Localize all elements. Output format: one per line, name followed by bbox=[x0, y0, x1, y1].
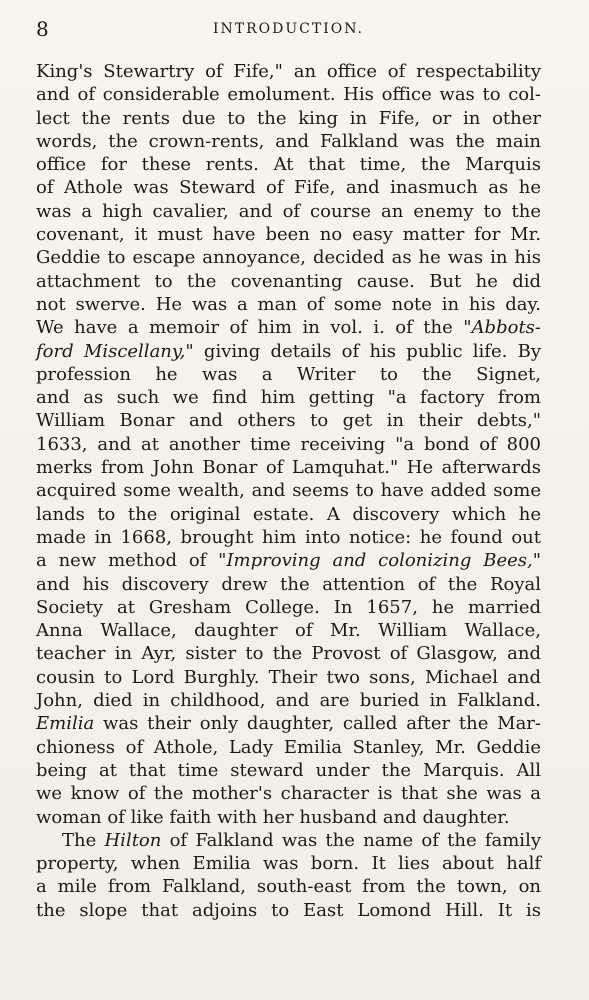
paragraph bbox=[36, 60, 541, 829]
text-run: not swerve. He was a man of some note in his day. bbox=[36, 293, 541, 315]
italic-text: ford Miscellany, bbox=[36, 340, 186, 362]
text-line bbox=[36, 642, 541, 665]
text-run: property, when Emilia was born. It lies about half bbox=[36, 853, 541, 875]
text-line bbox=[36, 899, 541, 922]
text-line bbox=[36, 246, 541, 269]
text-run: " giving details of his public life. By bbox=[185, 340, 541, 362]
text-run: merks from John Bonar of Lamquhat." He afterwards bbox=[36, 457, 541, 479]
text-run: We have a memoir of him in vol. i. of the " bbox=[36, 317, 472, 339]
text-line bbox=[36, 503, 541, 526]
text-run: cousin to Lord Burghly. Their two sons, Michael and bbox=[36, 666, 541, 688]
running-head bbox=[36, 14, 541, 44]
text-run: profession he was a Writer to the Signet, bbox=[36, 363, 541, 385]
text-run: lect the rents due to the king in Fife, or in other bbox=[36, 107, 541, 129]
text-run: John, died in childhood, and are buried in Falkland. bbox=[36, 690, 541, 712]
text-line bbox=[36, 596, 541, 619]
text-run: William Bonar and others to get in their debts," bbox=[36, 410, 541, 432]
text-run: chioness of Athole, Lady Emilia Stanley, Mr. Geddie bbox=[36, 736, 541, 758]
text-run: covenant, it must have been no easy matter for Mr. bbox=[36, 224, 541, 246]
text-run: attachment to the covenanting cause. But he did bbox=[36, 270, 541, 292]
text-run: and as such we find him getting "a factory from bbox=[36, 387, 541, 409]
text-line bbox=[36, 153, 541, 176]
text-line bbox=[36, 386, 541, 409]
text-run: and his discovery drew the attention of the Royal bbox=[36, 573, 541, 595]
text-run: was a high cavalier, and of course an enemy to the bbox=[36, 200, 541, 222]
text-line bbox=[36, 479, 541, 502]
text-run: the slope that adjoins to East Lomond Hill. It is bbox=[36, 899, 541, 921]
text-line bbox=[36, 316, 541, 339]
italic-text: Emilia bbox=[36, 713, 95, 735]
text-line bbox=[36, 875, 541, 898]
text-run: of Falkland was the name of the family bbox=[161, 829, 541, 851]
text-run: Anna Wallace, daughter of Mr. William Wallace, bbox=[36, 620, 541, 642]
text-run: a new method of " bbox=[36, 550, 227, 572]
paragraph bbox=[36, 829, 541, 922]
text-line bbox=[36, 340, 541, 363]
text-run: a mile from Falkland, south-east from the town, on bbox=[36, 876, 541, 898]
text-line bbox=[36, 176, 541, 199]
text-run: Geddie to escape annoyance, decided as he was in his bbox=[36, 247, 541, 269]
text-line bbox=[36, 130, 541, 153]
text-run: was their only daughter, called after the Mar- bbox=[94, 713, 541, 735]
text-line bbox=[36, 409, 541, 432]
text-run: Society at Gresham College. In 1657, he married bbox=[36, 596, 541, 618]
page-number: 8 bbox=[36, 17, 49, 41]
text-line bbox=[36, 363, 541, 386]
italic-text: Hilton bbox=[104, 829, 162, 851]
body-text bbox=[36, 60, 541, 922]
text-line bbox=[36, 573, 541, 596]
text-line bbox=[36, 433, 541, 456]
text-line bbox=[36, 107, 541, 130]
text-line bbox=[36, 200, 541, 223]
text-run: of Athole was Steward of Fife, and inasmuch as he bbox=[36, 177, 541, 199]
text-run: office for these rents. At that time, the Marquis bbox=[36, 154, 541, 176]
text-run: King's Stewartry of Fife," an office of respectability bbox=[36, 61, 541, 82]
text-line bbox=[36, 60, 541, 83]
text-run: and of considerable emolument. His office was to col- bbox=[36, 84, 541, 106]
text-run: words, the crown-rents, and Falkland was the main bbox=[36, 130, 541, 152]
italic-text: Improving and colonizing Bees, bbox=[226, 550, 533, 572]
text-line bbox=[36, 619, 541, 642]
text-line bbox=[36, 829, 541, 852]
text-line bbox=[36, 806, 541, 829]
text-line bbox=[36, 689, 541, 712]
text-run: The bbox=[62, 829, 105, 851]
text-line bbox=[36, 456, 541, 479]
text-line bbox=[36, 293, 541, 316]
text-line bbox=[36, 223, 541, 246]
text-run: lands to the original estate. A discovery which he bbox=[36, 503, 541, 525]
text-line bbox=[36, 759, 541, 782]
text-line bbox=[36, 736, 541, 759]
text-line bbox=[36, 852, 541, 875]
text-line bbox=[36, 270, 541, 293]
text-line bbox=[36, 712, 541, 735]
text-run: 1633, and at another time receiving "a bond of 800 bbox=[36, 433, 541, 455]
running-head-title: INTRODUCTION. bbox=[212, 21, 365, 37]
text-line bbox=[36, 526, 541, 549]
text-line bbox=[36, 549, 541, 572]
text-run: acquired some wealth, and seems to have added some bbox=[36, 480, 541, 502]
text-run: woman of like faith with her husband and daughter. bbox=[36, 806, 510, 828]
italic-text: Abbots- bbox=[471, 317, 541, 339]
text-run: made in 1668, brought him into notice: he found out bbox=[36, 526, 541, 548]
text-run: " bbox=[532, 550, 541, 572]
text-run: being at that time steward under the Marquis. All bbox=[36, 759, 541, 781]
text-line bbox=[36, 782, 541, 805]
text-line bbox=[36, 83, 541, 106]
text-run: we know of the mother's character is that she was a bbox=[36, 783, 541, 805]
text-run: teacher in Ayr, sister to the Provost of Glasgow, and bbox=[36, 643, 541, 665]
text-line bbox=[36, 666, 541, 689]
